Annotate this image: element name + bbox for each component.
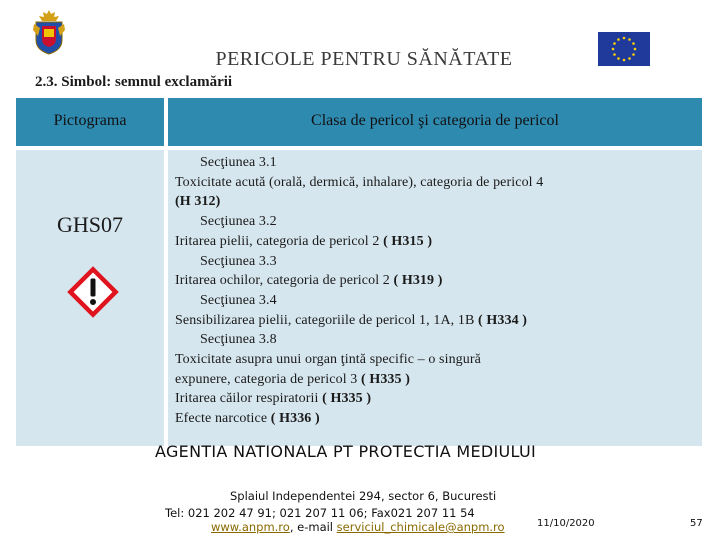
page-number: 57: [690, 518, 703, 529]
hazard-code: ( H334 ): [478, 312, 528, 328]
page-title: PERICOLE PENTRU SĂNĂTATE: [215, 48, 513, 70]
email-link[interactable]: serviciul_chimicale@anpm.ro: [336, 520, 505, 534]
hazard-line-text: Secţiunea 3.8: [200, 332, 277, 348]
address-line-2: Tel: 021 202 47 91; 021 207 11 06; Fax021 207 11 54: [165, 506, 475, 520]
footer: [0, 440, 720, 540]
hazard-code: ( H336 ): [270, 411, 320, 427]
hazard-line-text: Iritarea căilor respiratorii: [175, 391, 323, 407]
hazard-code: ( H315 ): [383, 233, 433, 249]
hazard-line: [175, 409, 695, 429]
hazard-line: [175, 389, 695, 409]
section-heading: [175, 212, 695, 232]
hazard-code: ( H335 ): [322, 391, 372, 407]
agency-name: AGENTIA NATIONALA PT PROTECTIA MEDIULUI: [155, 442, 537, 461]
hazard-line: [175, 271, 695, 291]
table-header-pictogram-label: Pictograma: [53, 112, 127, 129]
hazard-line-text: Secţiunea 3.1: [200, 155, 277, 170]
section-heading: [175, 330, 695, 350]
footer-date: 11/10/2020: [537, 518, 595, 529]
hazard-line-text: Efecte narcotice: [175, 411, 271, 427]
ghs-code: GHS07: [56, 212, 123, 237]
hazard-line-text: Iritarea ochilor, categoria de pericol 2: [175, 273, 394, 289]
address-line-3: [211, 520, 505, 534]
hazard-line: [175, 232, 695, 252]
hazard-line: [175, 173, 695, 193]
section-subtitle: 2.3. Simbol: semnul exclamării: [35, 74, 233, 90]
hazard-line: [175, 350, 695, 370]
hazard-line: [175, 192, 695, 212]
hazard-line-text: Secţiunea 3.3: [200, 253, 277, 269]
hazard-line-text: Toxicitate acută (orală, dermică, inhalare), categoria de pericol 4: [175, 174, 544, 190]
address-line-1: Splaiul Independentei 294, sector 6, Bucuresti: [230, 489, 497, 503]
hazard-line-text: Toxicitate asupra unui organ ţintă specific – o singură: [175, 352, 481, 368]
hazard-line-text: Secţiunea 3.4: [200, 292, 277, 308]
website-link[interactable]: www.anpm.ro: [211, 520, 290, 534]
hazard-code: (H 312): [175, 194, 221, 210]
exclamation-mark-diamond-icon: [67, 266, 119, 318]
section-heading: [175, 153, 695, 173]
table-header-hazard-class-label: Clasa de pericol şi categoria de pericol: [311, 112, 559, 129]
hazard-line-text: expunere, categoria de pericol 3: [175, 371, 361, 387]
hazard-line-text: Secţiunea 3.2: [200, 214, 277, 230]
email-label: , e-mail: [289, 520, 337, 534]
hazard-class-list: [175, 153, 695, 429]
hazard-line: [175, 370, 695, 390]
hazard-line-text: Iritarea pielii, categoria de pericol 2: [175, 233, 384, 249]
hazard-code: ( H319 ): [393, 273, 443, 289]
hazard-line-text: Sensibilizarea pielii, categoriile de pericol 1, 1A, 1B: [175, 312, 479, 328]
section-heading: [175, 252, 695, 272]
table-header-pictogram: [16, 98, 164, 146]
hazard-line: [175, 311, 695, 331]
hazard-code: ( H335 ): [360, 371, 410, 387]
table-header-hazard-class: [168, 98, 702, 146]
section-heading: [175, 291, 695, 311]
